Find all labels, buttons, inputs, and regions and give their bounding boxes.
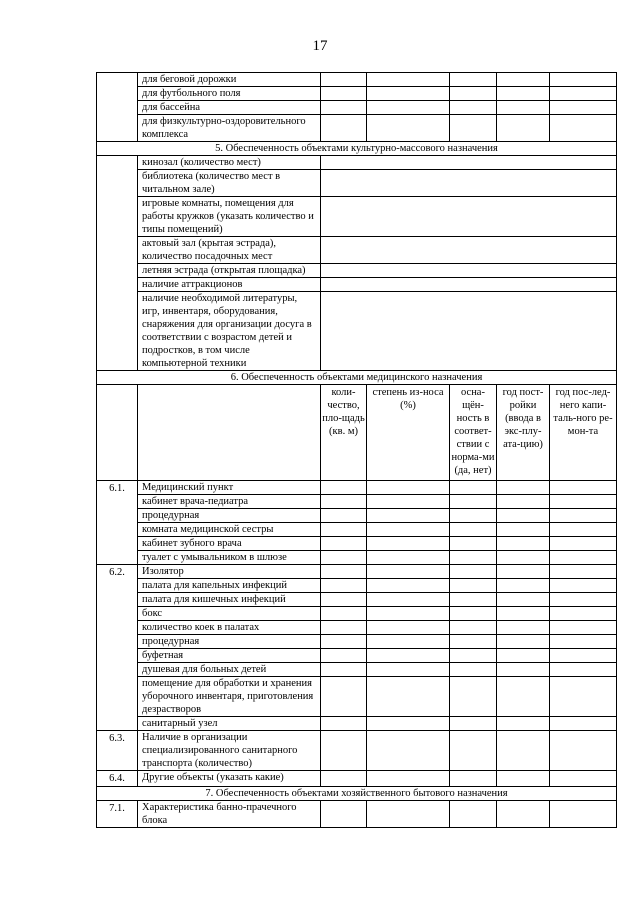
table-row: [97, 579, 617, 593]
section-5-title: 5. Обеспеченность объектами культурно-массового назначения: [97, 142, 617, 156]
header-build-year: год пост-ройки (ввода в экс-плу-ата-цию): [497, 385, 550, 481]
value-cell: [321, 264, 617, 278]
row-number: 7.1.: [97, 801, 138, 828]
table-row: [97, 237, 617, 264]
table-row: [97, 523, 617, 537]
table-row: [97, 801, 617, 828]
value-cell: [321, 170, 617, 197]
value-cell: [321, 237, 617, 264]
facilities-table: [96, 72, 617, 828]
row-label: палата для капельных инфекций: [138, 579, 321, 593]
row-label: для футбольного поля: [138, 87, 321, 101]
table-row: [97, 771, 617, 787]
table-row: [97, 156, 617, 170]
table-row: [97, 717, 617, 731]
row-label: палата для кишечных инфекций: [138, 593, 321, 607]
value-cell: [321, 292, 617, 371]
row-label: Медицинский пункт: [138, 481, 321, 495]
row-number: 6.4.: [97, 771, 138, 787]
value-cell: [321, 278, 617, 292]
table-row: [97, 663, 617, 677]
row-label: игровые комнаты, помещения для работы кружков (указать количество и типы помещений): [138, 197, 321, 237]
row-label: Изолятор: [138, 565, 321, 579]
table-row: [97, 635, 617, 649]
section-6-title: 6. Обеспеченность объектами медицинского назначения: [97, 371, 617, 385]
table-row: [97, 481, 617, 495]
row-label: библиотека (количество мест в читальном зале): [138, 170, 321, 197]
number-cell: [97, 156, 138, 371]
table-row: [97, 292, 617, 371]
row-label: количество коек в палатах: [138, 621, 321, 635]
row-label: процедурная: [138, 635, 321, 649]
table-row: [97, 551, 617, 565]
header-empty-cell: [138, 385, 321, 481]
table-row: [97, 607, 617, 621]
table-row: [97, 565, 617, 579]
header-equipment: осна-щён-ность в соответ-ствии с норма-ми (да, нет): [450, 385, 497, 481]
row-label: летняя эстрада (открытая площадка): [138, 264, 321, 278]
section-7-title: 7. Обеспеченность объектами хозяйственного бытового назначения: [97, 787, 617, 801]
table-row: [97, 593, 617, 607]
row-label: душевая для больных детей: [138, 663, 321, 677]
row-label: кабинет врача-педиатра: [138, 495, 321, 509]
row-label: для бассейна: [138, 101, 321, 115]
row-label: наличие необходимой литературы, игр, инвентаря, оборудования, снаряжения для организации досуга в соответствии с возрастом детей и подростков, в том числе компьютерной техники: [138, 292, 321, 371]
row-label: помещение для обработки и хранения уборочного инвентаря, приготовления дезрастворов: [138, 677, 321, 717]
table-row: [97, 87, 617, 101]
row-label: Другие объекты (указать какие): [138, 771, 321, 787]
section-heading-row: [97, 787, 617, 801]
header-repair-year: год пос-лед-него капи-таль-ного ре-мон-та: [550, 385, 617, 481]
row-number: 6.2.: [97, 565, 138, 731]
header-wear: степень из-носа (%): [367, 385, 450, 481]
row-label: для беговой дорожки: [138, 73, 321, 87]
row-number: 6.3.: [97, 731, 138, 771]
row-label: актовый зал (крытая эстрада), количество посадочных мест: [138, 237, 321, 264]
row-label: туалет с умывальником в шлюзе: [138, 551, 321, 565]
row-label: Наличие в организации специализированного санитарного транспорта (количество): [138, 731, 321, 771]
table-row: [97, 115, 617, 142]
row-label: кабинет зубного врача: [138, 537, 321, 551]
value-cell: [321, 197, 617, 237]
table-row: [97, 731, 617, 771]
table-row: [97, 73, 617, 87]
table-row: [97, 197, 617, 237]
section-heading-row: [97, 371, 617, 385]
row-label: кинозал (количество мест): [138, 156, 321, 170]
table-row: [97, 170, 617, 197]
table-row: [97, 278, 617, 292]
table-row: [97, 537, 617, 551]
table-row: [97, 495, 617, 509]
table-row: [97, 101, 617, 115]
row-label: буфетная: [138, 649, 321, 663]
value-cell: [321, 156, 617, 170]
row-number: 6.1.: [97, 481, 138, 565]
table-row: [97, 264, 617, 278]
page-number: 17: [312, 38, 328, 54]
row-label: процедурная: [138, 509, 321, 523]
row-label: комната медицинской сестры: [138, 523, 321, 537]
row-label: бокс: [138, 607, 321, 621]
column-header-row: [97, 385, 617, 481]
table-row: [97, 649, 617, 663]
header-empty-cell: [97, 385, 138, 481]
row-label: для физкультурно-оздоровительного комплекса: [138, 115, 321, 142]
row-label: санитарный узел: [138, 717, 321, 731]
table-row: [97, 509, 617, 523]
section-heading-row: [97, 142, 617, 156]
table-row: [97, 677, 617, 717]
table-row: [97, 621, 617, 635]
row-label: Характеристика банно-прачечного блока: [138, 801, 321, 828]
number-cell: [97, 73, 138, 142]
row-label: наличие аттракционов: [138, 278, 321, 292]
header-area: коли-чество, пло-щадь (кв. м): [321, 385, 367, 481]
